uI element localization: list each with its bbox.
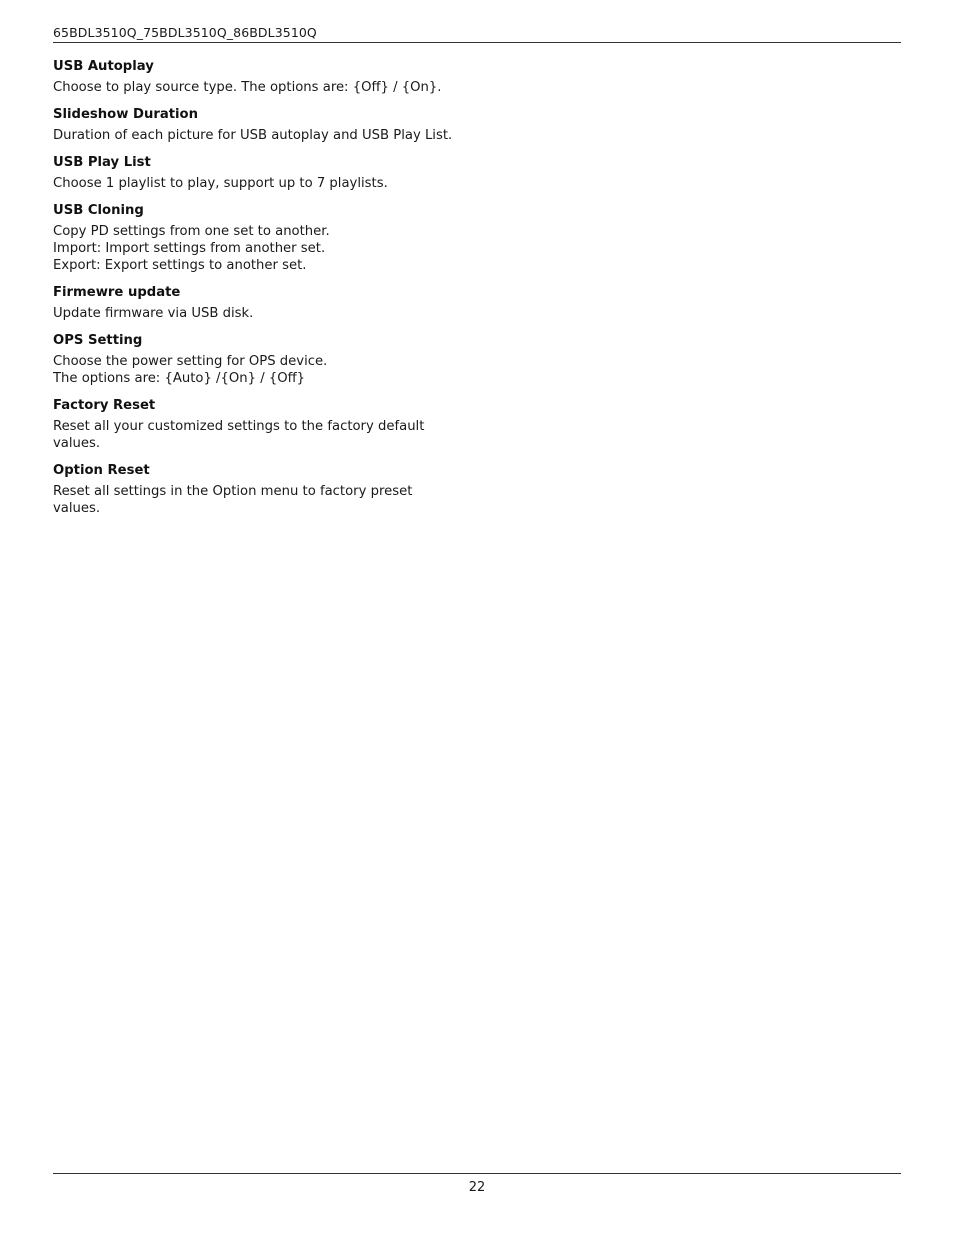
section-text: Update firmware via USB disk. xyxy=(53,306,254,321)
section-text: Duration of each picture for USB autoplay and USB Play List. xyxy=(53,128,453,143)
section-title: USB Cloning xyxy=(53,203,144,218)
section-text: Export: Export settings to another set. xyxy=(53,258,307,273)
section-usb-play-list xyxy=(53,154,473,192)
settings-description-list xyxy=(53,58,473,527)
section-firmware-update xyxy=(53,284,473,322)
section-text: Import: Import settings from another set. xyxy=(53,241,326,256)
page-number: 22 xyxy=(468,1180,486,1195)
section-title: Factory Reset xyxy=(53,398,156,413)
section-title: USB Play List xyxy=(53,155,151,170)
section-text: Choose the power setting for OPS device. xyxy=(53,354,328,369)
footer-divider xyxy=(53,1173,901,1174)
page-header xyxy=(53,26,901,43)
section-usb-autoplay xyxy=(53,58,473,96)
model-numbers: 65BDL3510Q_75BDL3510Q_86BDL3510Q xyxy=(53,25,317,40)
section-title: Slideshow Duration xyxy=(53,107,199,122)
section-title: Firmewre update xyxy=(53,285,181,300)
section-text: values. xyxy=(53,501,101,516)
section-title: USB Autoplay xyxy=(53,59,154,74)
section-title: Option Reset xyxy=(53,463,150,478)
section-ops-setting xyxy=(53,332,473,387)
section-text: values. xyxy=(53,436,101,451)
section-usb-cloning xyxy=(53,202,473,274)
section-text: The options are: {Auto} /{On} / {Off} xyxy=(53,371,306,386)
section-text: Reset all your customized settings to the factory default xyxy=(53,419,425,434)
section-option-reset xyxy=(53,462,473,517)
section-factory-reset xyxy=(53,397,473,452)
section-text: Choose to play source type. The options are: {Off} / {On}. xyxy=(53,80,442,95)
section-title: OPS Setting xyxy=(53,333,143,348)
section-text: Copy PD settings from one set to another. xyxy=(53,224,330,239)
section-text: Reset all settings in the Option menu to factory preset xyxy=(53,484,413,499)
section-slideshow-duration xyxy=(53,106,473,144)
section-text: Choose 1 playlist to play, support up to 7 playlists. xyxy=(53,176,388,191)
